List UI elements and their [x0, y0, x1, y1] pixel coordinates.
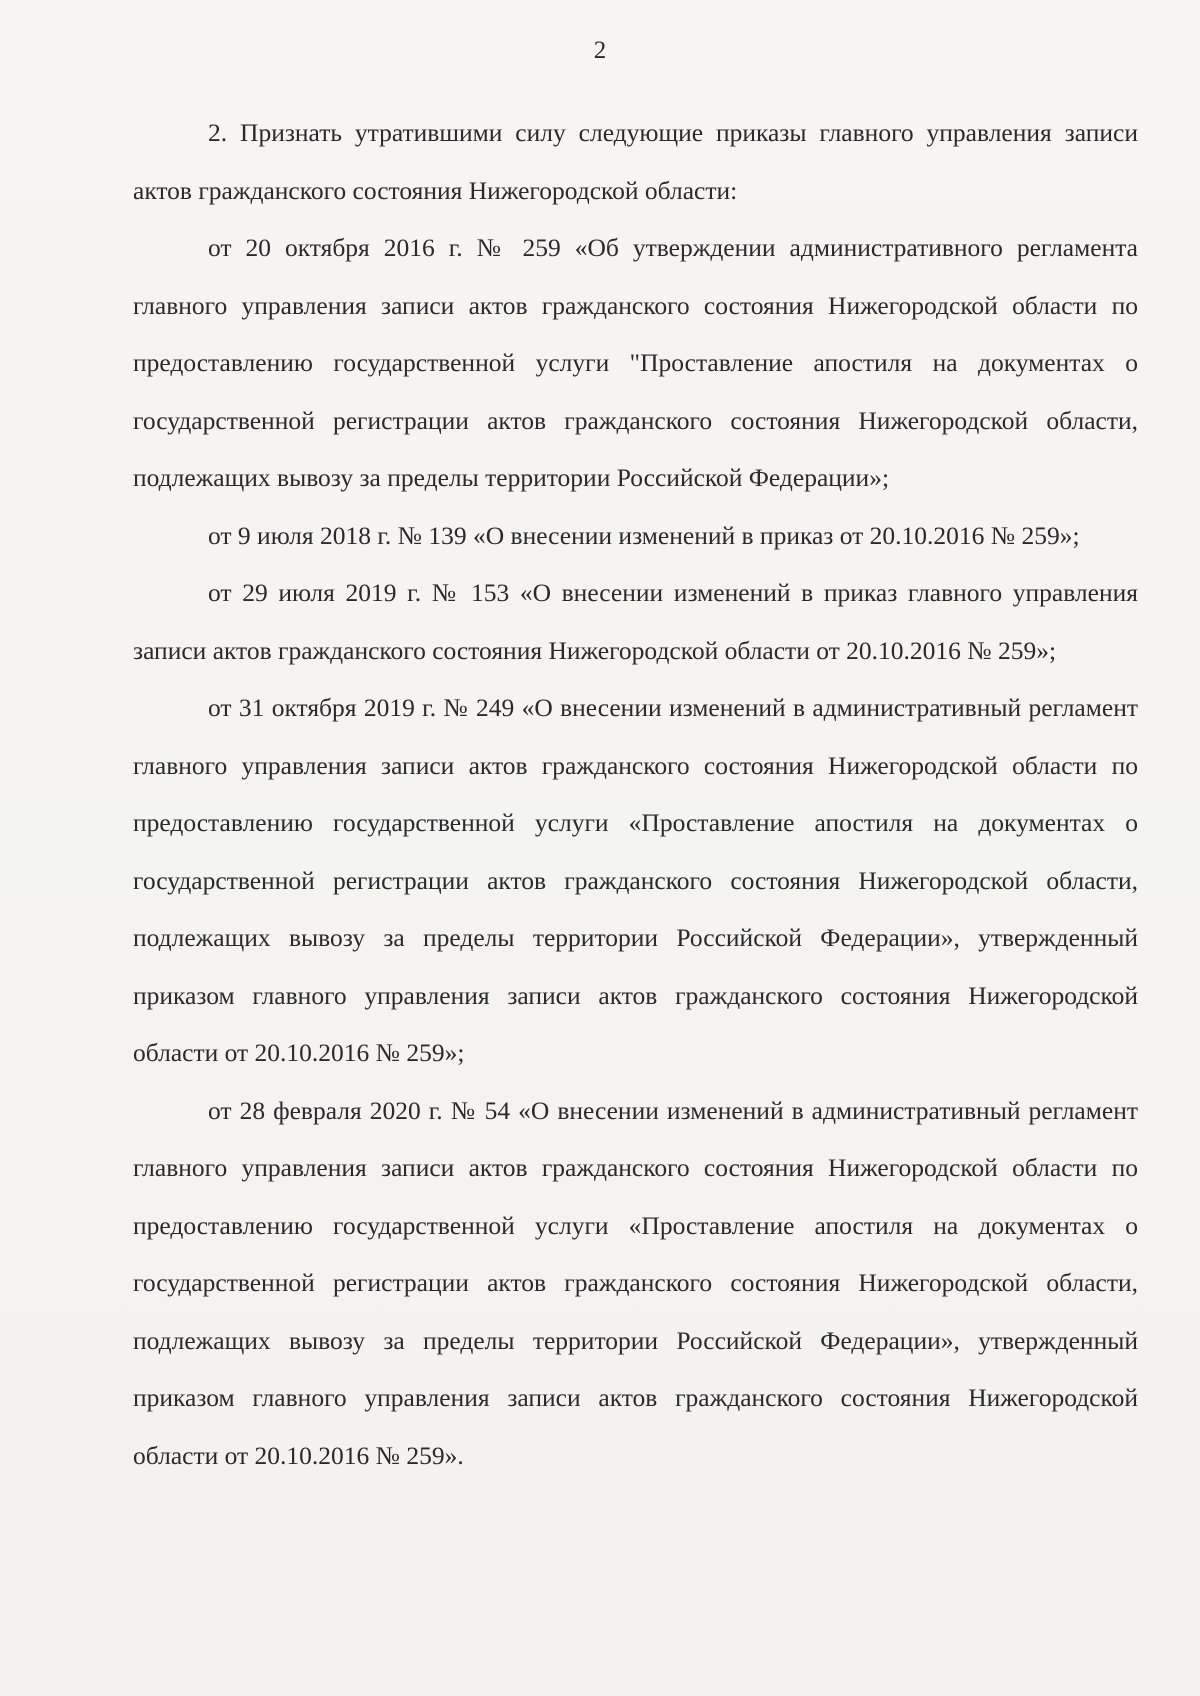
document-body	[133, 104, 1138, 1484]
paragraph-order-139: от 9 июля 2018 г. № 139 «О внесении изменений в приказ от 20.10.2016 № 259»;	[208, 520, 1080, 550]
paragraph-order-259: от 20 октября 2016 г. № 259 «Об утверждении административного регламента главного управления записи актов гражданского состояния Нижегородской области по предоставлению государственной услуги "Проставление апостиля на документах о государственной регистрации актов гражданского состояния Нижегородской области, подлежащих вывозу за пределы территории Российской Федерации»;	[133, 233, 1138, 492]
paragraph-order-249: от 31 октября 2019 г. № 249 «О внесении изменений в административный регламент главного управления записи актов гражданского состояния Нижегородской области по предоставлению государственной услуги «Проставление апостиля на документах о государственной регистрации актов гражданского состояния Нижегородской области, подлежащих вывозу за пределы территории Российской Федерации», утвержденный приказом главного управления записи актов гражданского состояния Нижегородской области от 20.10.2016 № 259»;	[133, 693, 1138, 1067]
paragraph-order-153: от 29 июля 2019 г. № 153 «О внесении изменений в приказ главного управления записи актов гражданского состояния Нижегородской области от 20.10.2016 № 259»;	[133, 578, 1138, 665]
paragraph-order-54: от 28 февраля 2020 г. № 54 «О внесении изменений в административный регламент главного управления записи актов гражданского состояния Нижегородской области по предоставлению государственной услуги «Проставление апостиля на документах о государственной регистрации актов гражданского состояния Нижегородской области, подлежащих вывозу за пределы территории Российской Федерации», утвержденный приказом главного управления записи актов гражданского состояния Нижегородской области от 20.10.2016 № 259».	[133, 1095, 1138, 1470]
page-number: 2	[593, 37, 607, 64]
paragraph-repeal-intro: 2. Признать утратившими силу следующие приказы главного управления записи актов гражданского состояния Нижегородской области:	[133, 118, 1138, 205]
